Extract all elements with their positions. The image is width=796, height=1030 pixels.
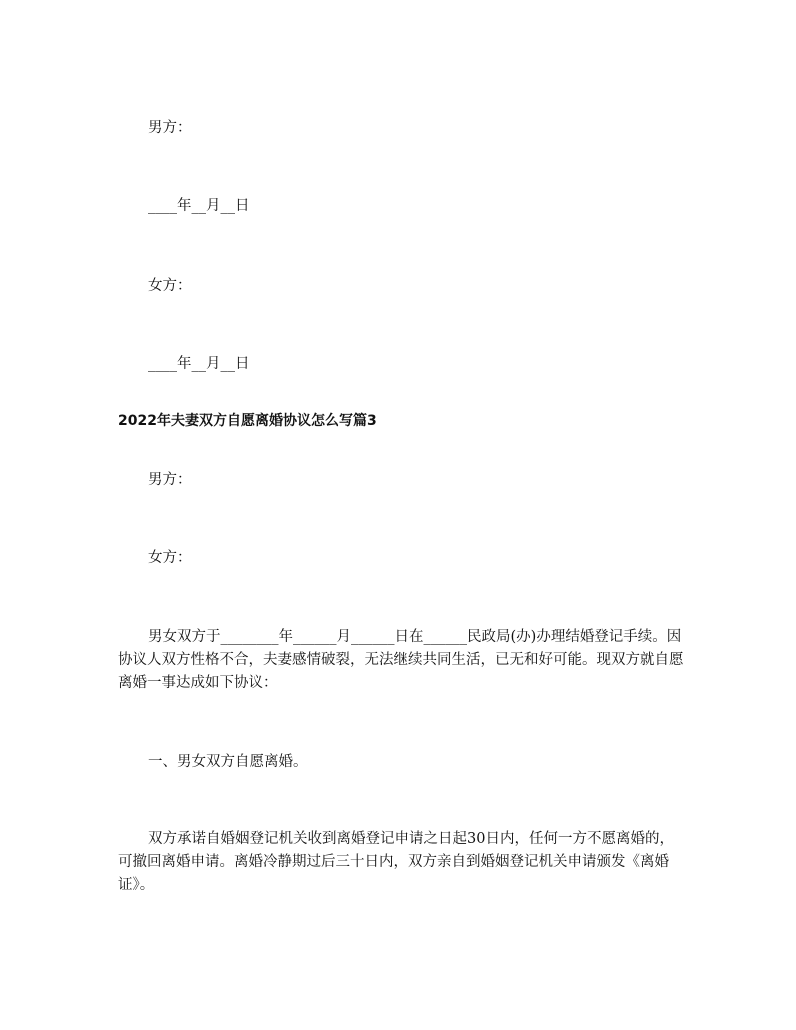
- article-heading: 2022年夫妻双方自愿离婚协议怎么写篇3: [118, 413, 377, 429]
- clause-1-paragraph: 双方承诺自婚姻登记机关收到离婚登记申请之日起30日内，任何一方不愿离婚的，可撤回离婚申请。离婚冷静期过后三十日内，双方亲自到婚姻登记机关申请颁发《离婚证》。: [118, 831, 674, 893]
- article-male-party-label: 男方：: [148, 472, 192, 488]
- intro-paragraph: 男女双方于________年______月______日在______民政局(办)办理结婚登记手续。因协议人双方性格不合，夫妻感情破裂，无法继续共同生活，已无和好可能。现双方就自愿离婚一事达成如下协议：: [118, 629, 684, 691]
- male-signature-date: ____年__月__日: [148, 198, 250, 214]
- article-female-party-label: 女方：: [148, 550, 192, 566]
- female-signature-date: ____年__月__日: [148, 356, 250, 372]
- male-party-label: 男方：: [148, 120, 192, 136]
- clause-1-title: 一、男女双方自愿离婚。: [148, 754, 308, 770]
- female-party-label: 女方：: [148, 278, 192, 294]
